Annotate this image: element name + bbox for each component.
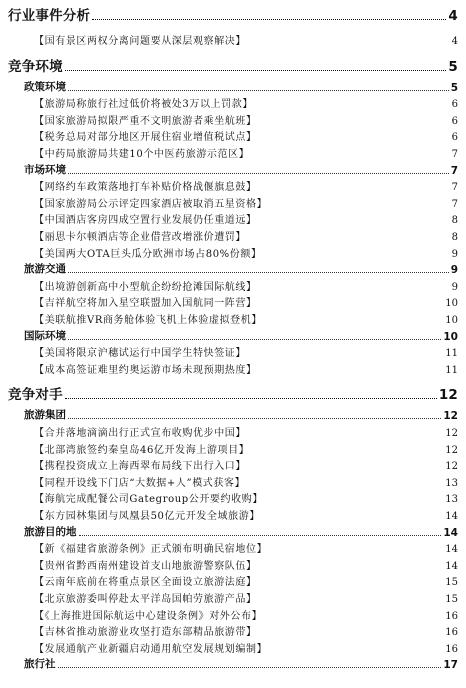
toc-entry[interactable] [8, 310, 458, 326]
toc-leader-dots [68, 417, 441, 419]
toc-leader-dots [264, 322, 443, 323]
toc-label: 【美国将限京沪穗试运行中国学生特快签证】 [34, 348, 246, 360]
toc-label: 政策环境 [24, 80, 66, 93]
toc-leader-dots [247, 485, 443, 486]
toc-section-heading[interactable] [8, 57, 458, 75]
toc-label: 【《上海推进国际航运中心建设条例》对外公布】 [34, 610, 263, 622]
toc-leader-dots [259, 222, 450, 223]
toc-leader-dots [259, 601, 444, 602]
toc-leader-dots [248, 435, 443, 436]
toc-leader-dots [269, 206, 449, 207]
toc-label: 【网络约车政策落地打车补贴价格战偃旗息鼓】 [34, 182, 257, 194]
toc-leader-dots [265, 501, 443, 502]
toc-entry[interactable] [8, 506, 458, 522]
toc-page-number: 9 [451, 281, 458, 293]
toc-page-number: 11 [445, 348, 458, 360]
toc-leader-dots [259, 372, 444, 373]
toc-page-number: 7 [451, 182, 458, 194]
toc-entry[interactable] [8, 293, 458, 309]
toc-page-number: 13 [445, 494, 458, 506]
toc-page-number: 4 [451, 36, 458, 47]
toc-label: 【吉祥航空将加入星空联盟加入国航同一阵营】 [34, 298, 257, 310]
toc-label: 市场环境 [24, 163, 66, 176]
toc-label: 【北部湾旅签约秦皇岛46亿开发海上游项目】 [34, 444, 250, 456]
toc-page-number: 12 [443, 410, 458, 423]
toc-label: 【云南年底前在将重点景区全面设立旅游法庭】 [34, 577, 257, 589]
toc-leader-dots [264, 256, 450, 257]
toc-leader-dots [65, 397, 437, 399]
toc-page-number: 17 [443, 659, 458, 672]
toc-entry[interactable] [8, 277, 458, 293]
toc-page-number: 4 [448, 8, 458, 24]
toc-leader-dots [68, 89, 449, 91]
toc-entry[interactable] [8, 94, 458, 110]
toc-leader-dots [248, 468, 443, 469]
toc-label: 【税务总局对部分地区开展住宿业增值税试点】 [34, 132, 257, 144]
toc-page-number: 7 [451, 198, 458, 210]
toc-entry[interactable] [8, 489, 458, 505]
toc-leader-dots [65, 69, 447, 71]
toc-page-number: 10 [443, 330, 458, 343]
toc-page-number: 14 [445, 544, 458, 556]
toc-page-number: 6 [451, 115, 458, 127]
toc-label: 【丽思卡尔顿酒店等企业借营改增涨价遭罚】 [34, 232, 246, 243]
toc-subsection-heading[interactable] [8, 406, 458, 422]
toc-page-number: 12 [445, 428, 458, 439]
toc-page-number: 14 [443, 526, 458, 539]
toc-page-number: 13 [445, 477, 458, 489]
toc-subsection-heading[interactable] [8, 161, 458, 177]
toc-leader-dots [259, 634, 444, 635]
toc-leader-dots [259, 289, 450, 290]
toc-page-number: 11 [445, 364, 458, 376]
toc-page-number: 6 [451, 99, 458, 111]
toc-page-number: 14 [445, 511, 458, 522]
toc-leader-dots [259, 123, 450, 124]
toc-subsection-heading[interactable] [8, 78, 458, 94]
toc-subsection-heading[interactable] [8, 260, 458, 276]
toc-page-number: 14 [445, 560, 458, 572]
toc-leader-dots [79, 534, 442, 536]
toc-leader-dots [255, 106, 450, 107]
toc-leader-dots [264, 618, 443, 619]
toc-leader-dots [251, 156, 449, 157]
toc-label: 【吉林省推动旅游业攻坚打造东部精品旅游带】 [34, 627, 257, 639]
toc-label: 行业事件分析 [8, 8, 91, 24]
toc-entry[interactable] [8, 456, 458, 472]
toc-entry[interactable] [8, 360, 458, 376]
toc-label: 【出境游创新高中小型航企纷纷抢滩国际航线】 [34, 281, 257, 293]
toc-subsection-heading[interactable] [8, 655, 458, 671]
toc-label: 【成本高签证难里约奥运游市场未现预期热度】 [34, 364, 257, 376]
toc-label: 竞争环境 [8, 58, 63, 75]
toc-label: 【中国酒店客房四成空置行业发展仍任重道远】 [34, 215, 257, 227]
toc-leader-dots [68, 338, 441, 340]
toc-entry[interactable] [8, 127, 458, 143]
toc-leader-dots [58, 666, 442, 668]
toc-leader-dots [68, 271, 449, 273]
toc-entry[interactable] [8, 177, 458, 193]
toc-page-number: 15 [445, 594, 458, 605]
toc-leader-dots [248, 355, 443, 356]
toc-page-number: 16 [445, 627, 458, 639]
toc-entry[interactable] [8, 31, 458, 47]
toc-label: 竞争对手 [8, 387, 63, 404]
toc-entry[interactable] [8, 194, 458, 210]
toc-page-number: 5 [450, 81, 458, 94]
toc-label: 国际环境 [24, 329, 66, 342]
toc-page-number: 7 [451, 149, 458, 160]
toc-section-heading[interactable] [8, 385, 458, 403]
toc-label: 【北京旅游委叫停赴太平洋岛国帕劳旅游产品】 [34, 594, 257, 605]
toc-label: 【东方园林集团与凤凰县50亿元开发全域旅游】 [34, 511, 260, 522]
toc-page-number: 6 [451, 132, 458, 144]
toc-page-number: 9 [451, 248, 458, 260]
toc-page-number: 12 [445, 444, 458, 456]
toc-entry[interactable] [8, 622, 458, 638]
toc-leader-dots [259, 139, 450, 140]
toc-entry[interactable] [8, 227, 458, 243]
toc-page-number: 16 [445, 643, 458, 655]
toc-section-heading[interactable] [8, 6, 458, 24]
toc-entry[interactable] [8, 572, 458, 588]
toc-label: 【旅游局称旅行社过低价将被处3万以上罚款】 [34, 99, 253, 111]
toc-entry[interactable] [8, 473, 458, 489]
toc-page-number: 10 [445, 298, 458, 310]
toc-entry[interactable] [8, 111, 458, 127]
toc-label: 【合并落地滴滴出行正式宣布收购优步中国】 [34, 428, 246, 439]
toc-page-number: 12 [445, 461, 458, 473]
toc-entry[interactable] [8, 423, 458, 439]
toc-page-number: 15 [445, 577, 458, 589]
toc-leader-dots [92, 18, 446, 20]
toc-label: 【发展通航产业新疆启动通用航空发展规划编制】 [34, 643, 268, 655]
toc-leader-dots [68, 172, 449, 174]
toc-leader-dots [259, 305, 444, 306]
toc-page-number: 5 [448, 58, 458, 75]
toc-leader-dots [269, 551, 443, 552]
toc-entry[interactable] [8, 639, 458, 655]
toc-subsection-heading[interactable] [8, 523, 458, 539]
toc-label: 旅游目的地 [24, 525, 77, 538]
toc-label: 【美国两大OTA巨头瓜分欧洲市场占80%份额】 [34, 248, 262, 260]
toc-label: 【中药局旅游局共建10个中医药旅游示范区】 [34, 149, 250, 160]
toc-leader-dots [248, 43, 450, 44]
toc-label: 旅行社 [24, 658, 56, 671]
toc-entry[interactable] [8, 210, 458, 226]
toc-leader-dots [259, 584, 444, 585]
toc-label: 【携程投资成立上海西翠布局线下出行入口】 [34, 461, 246, 473]
toc-leader-dots [259, 568, 444, 569]
toc-entry[interactable] [8, 144, 458, 160]
toc-entry[interactable] [8, 589, 458, 605]
toc-entry[interactable] [8, 539, 458, 555]
toc-label: 【国家旅游局拟限严重不文明旅游者乘坐航班】 [34, 115, 257, 127]
toc-label: 【国家旅游局公示评定四家酒店被取消五星资格】 [34, 198, 268, 210]
toc-leader-dots [262, 518, 443, 519]
toc-page-number: 8 [451, 232, 458, 243]
toc-label: 【贵州省黔西南州建设首支山地旅游警察队伍】 [34, 560, 257, 572]
toc-label: 旅游交通 [24, 263, 66, 276]
toc-label: 【海航完成配餐公司Gategroup公开要约收购】 [34, 494, 263, 506]
toc-leader-dots [248, 239, 450, 240]
toc-page-number: 9 [450, 264, 458, 277]
toc-leader-dots [269, 651, 443, 652]
toc-entry[interactable] [8, 556, 458, 572]
toc-label: 【同程开设线下门店“大数据+人”模式获客】 [34, 477, 246, 489]
toc-entry[interactable] [8, 343, 458, 359]
toc-leader-dots [251, 452, 443, 453]
toc-subsection-heading[interactable] [8, 327, 458, 343]
toc-entry[interactable] [8, 606, 458, 622]
toc-page-number: 7 [450, 164, 458, 177]
toc-label: 旅游集团 [24, 409, 66, 422]
toc-page-number: 10 [445, 315, 458, 326]
toc-label: 【美联航推VR商务舱体验飞机上体验虚拟登机】 [34, 315, 262, 326]
toc-label: 【新《福建省旅游条例》正式颁布明确民宿地位】 [34, 544, 268, 556]
toc-page-number: 16 [445, 610, 458, 622]
toc-entry[interactable] [8, 244, 458, 260]
toc-label: 【国有景区两权分离问题要从深层观察解决】 [34, 36, 246, 47]
toc-page-number: 8 [451, 215, 458, 227]
toc-page-number: 12 [438, 387, 458, 404]
toc-leader-dots [259, 189, 450, 190]
toc-entry[interactable] [8, 440, 458, 456]
